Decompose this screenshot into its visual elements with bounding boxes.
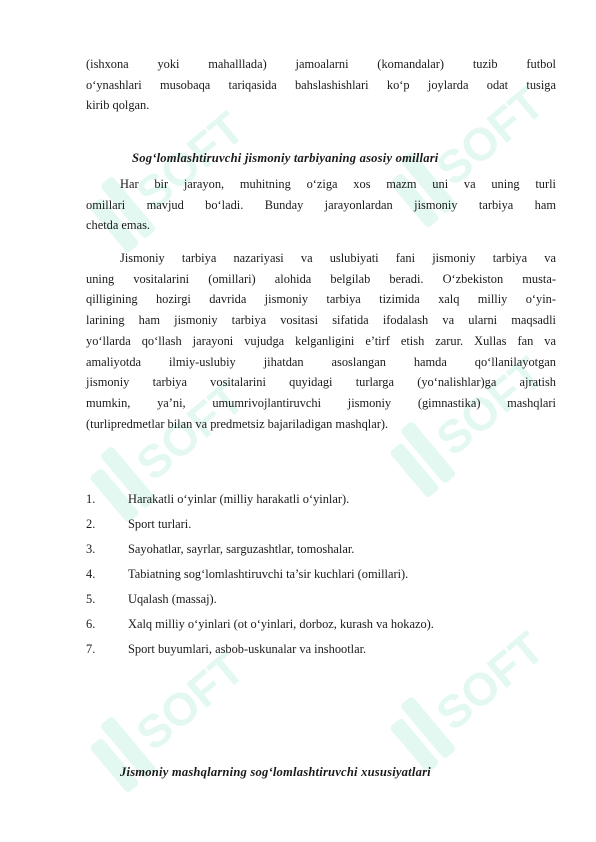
list-number: 6. [86, 617, 96, 631]
svg-text:SOFT: SOFT [126, 641, 240, 761]
svg-text:SOFT: SOFT [126, 371, 240, 491]
text-line: omillari mavjud bo‘ladi. Bunday jarayonlardan jismoniy tarbiya ham [86, 197, 556, 212]
list-text: Harakatli o‘yinlar (milliy harakatli o‘yinlar). [128, 492, 350, 506]
text-line: amaliyotda ilmiy-uslubiy jihatdan asoslangan hamda qo‘llanilayotgan [86, 354, 556, 369]
list-number: 4. [86, 567, 96, 581]
section-heading: Sog‘lomlashtiruvchi jismoniy tarbiyaning asosiy omillari [132, 151, 439, 165]
svg-text:SOFT: SOFT [426, 346, 540, 466]
text-line: chetda emas. [86, 218, 150, 233]
svg-text:SOFT: SOFT [426, 76, 540, 196]
svg-text:SOFT: SOFT [426, 621, 540, 741]
list-number: 5. [86, 592, 96, 606]
list-item [86, 592, 217, 612]
list-text: Uqalash (massaj). [128, 592, 217, 606]
paragraph [86, 174, 556, 236]
list-item [86, 517, 191, 537]
text-line: uning vositalarini (omillari) alohida belgilab beradi. O‘zbekiston musta- [86, 271, 556, 286]
intro-paragraph [86, 54, 556, 116]
list-number: 2. [86, 517, 96, 531]
list-number: 3. [86, 542, 96, 556]
list-text: Sport turlari. [128, 517, 192, 531]
text-line: yo‘llarda qo‘llash jarayoni vujudga kelganligini e’tirf etish zarur. Xullas fan va [86, 333, 556, 348]
list-text: Tabiatning sog‘lomlashtiruvchi ta’sir kuchlari (omillari). [128, 567, 409, 581]
list-item [86, 567, 408, 587]
list-number: 7. [86, 642, 96, 656]
text-line: larining ham jismoniy tarbiya vositasi sifatida ifodalash va ularni maqsadli [86, 313, 556, 328]
text-line: (turlipredmetlar bilan va predmetsiz bajariladigan mashqlar). [86, 416, 389, 431]
text-line: Jismoniy tarbiya nazariyasi va uslubiyati fani jismoniy tarbiya va [120, 251, 556, 265]
text-line: o‘ynashlari musobaqa tariqasida bahslashishlari ko‘p joylarda odat tusiga [86, 77, 556, 92]
list-item [86, 617, 434, 637]
svg-text:SOFT: SOFT [126, 101, 240, 221]
text-line: kirib qolgan. [86, 98, 150, 113]
list-item [86, 542, 354, 562]
text-line: Har bir jarayon, muhitning o‘ziga xos mazm uni va uning turli [120, 177, 556, 191]
paragraph [86, 248, 556, 434]
list-item [86, 642, 366, 662]
text-line: qilligining hozirgi davrida jismoniy tarbiya tizimida xalq milliy o‘yin- [86, 292, 556, 307]
text-line: jismoniy tarbiya vositalarini quyidagi turlarga (yo‘nalishlar)ga ajratish [86, 375, 556, 390]
list-item [86, 492, 349, 512]
watermark-logo [70, 640, 240, 810]
text-line: (ishxona yoki mahalllada) jamoalarni (komandalar) tuzib futbol [86, 57, 556, 71]
section-heading: Jismoniy mashqlarning sog‘lomlashtiruvchi xususiyatlari [120, 765, 431, 779]
list-text: Xalq milliy o‘yinlari (ot o‘yinlari, dorboz, kurash va hokazo). [128, 617, 434, 631]
list-number: 1. [86, 492, 96, 506]
list-text: Sport buyumlari, asbob-uskunalar va inshootlar. [128, 642, 367, 656]
list-text: Sayohatlar, sayrlar, sarguzashtlar, tomoshalar. [128, 542, 355, 556]
text-line: mumkin, ya’ni, umumrivojlantiruvchi jismoniy (gimnastika) mashqlari [86, 395, 556, 410]
